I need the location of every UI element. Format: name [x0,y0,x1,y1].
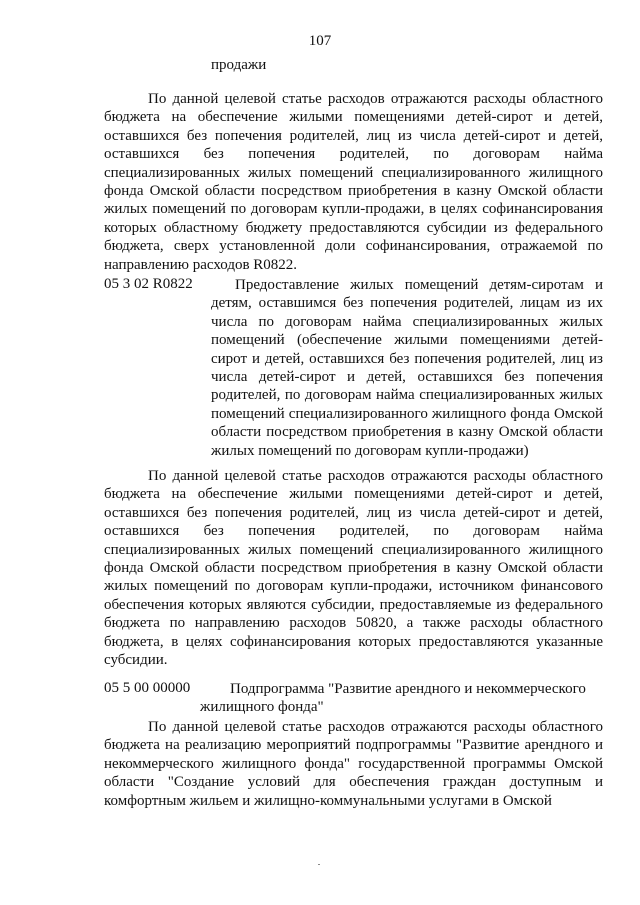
scan-mark [318,864,320,865]
page-number: 107 [308,33,332,49]
budget-entry-title: Подпрограмма "Развитие арендного и некоммерческого жилищного фонда" [200,681,586,716]
continued-text-fragment: продажи [211,57,267,73]
paragraph-description-2: По данной целевой статье расходов отражаются расходы областного бюджета на обеспечение жилыми помещениями детей-сирот и детей, оставшихся без попечения родителей, лиц из числа детей-сирот и детей, оставшихся без попечения родителей, по договорам найма специализированных жилых помещений специализированного жилищного фонда Омской области посредством приобретения в казну Омской области жилых помещений по договорам купли-продажи, источником финансового обеспечения которых являются субсидии, предоставляемые из федерального бюджета по направлению расходов 50820, а также расходы областного бюджета, в целях софинансирования которых предоставляются указанные субсидии. [104,468,603,669]
budget-entry-title: Предоставление жилых помещений детям-сиротам и детям, оставшимся без попечения родителей, лицам из их числа по договорам найма специализированных жилых помещений (обеспечение жилыми помещениями детей-сирот и детей, оставшихся без попечения родителей, лиц из числа детей-сирот и детей, оставшихся без попечения родителей, по договорам найма специализированных жилых помещений специализированного жилищного фонда Омской области посредством приобретения в казну Омской области жилых помещений по договорам купли-продажи) [211,277,603,459]
paragraph-description-3: По данной целевой статье расходов отражаются расходы областного бюджета на реализацию мероприятий подпрограммы "Развитие арендного и некоммерческого жилищного фонда" государственной программы Омской области "Создание условий для обеспечения граждан доступным и комфортным жильем и жилищно-коммунальными услугами в Омской [104,719,603,809]
budget-code: 05 3 02 R0822 [104,276,193,292]
budget-code: 05 5 00 00000 [104,680,191,696]
paragraph-description-1: По данной целевой статье расходов отражаются расходы областного бюджета на обеспечение жилыми помещениями детей-сирот и детей, оставшихся без попечения родителей, лиц из числа детей-сирот и детей, оставшихся без попечения родителей, по договорам найма специализированных жилых помещений специализированного жилищного фонда Омской области посредством приобретения в казну Омской области жилых помещений по договорам купли-продажи, в целях софинансирования которых областному бюджету предоставляются субсидии из федерального бюджета, сверх установленной доли софинансирования, отражаемой по направлению расходов R0822. [104,91,603,273]
